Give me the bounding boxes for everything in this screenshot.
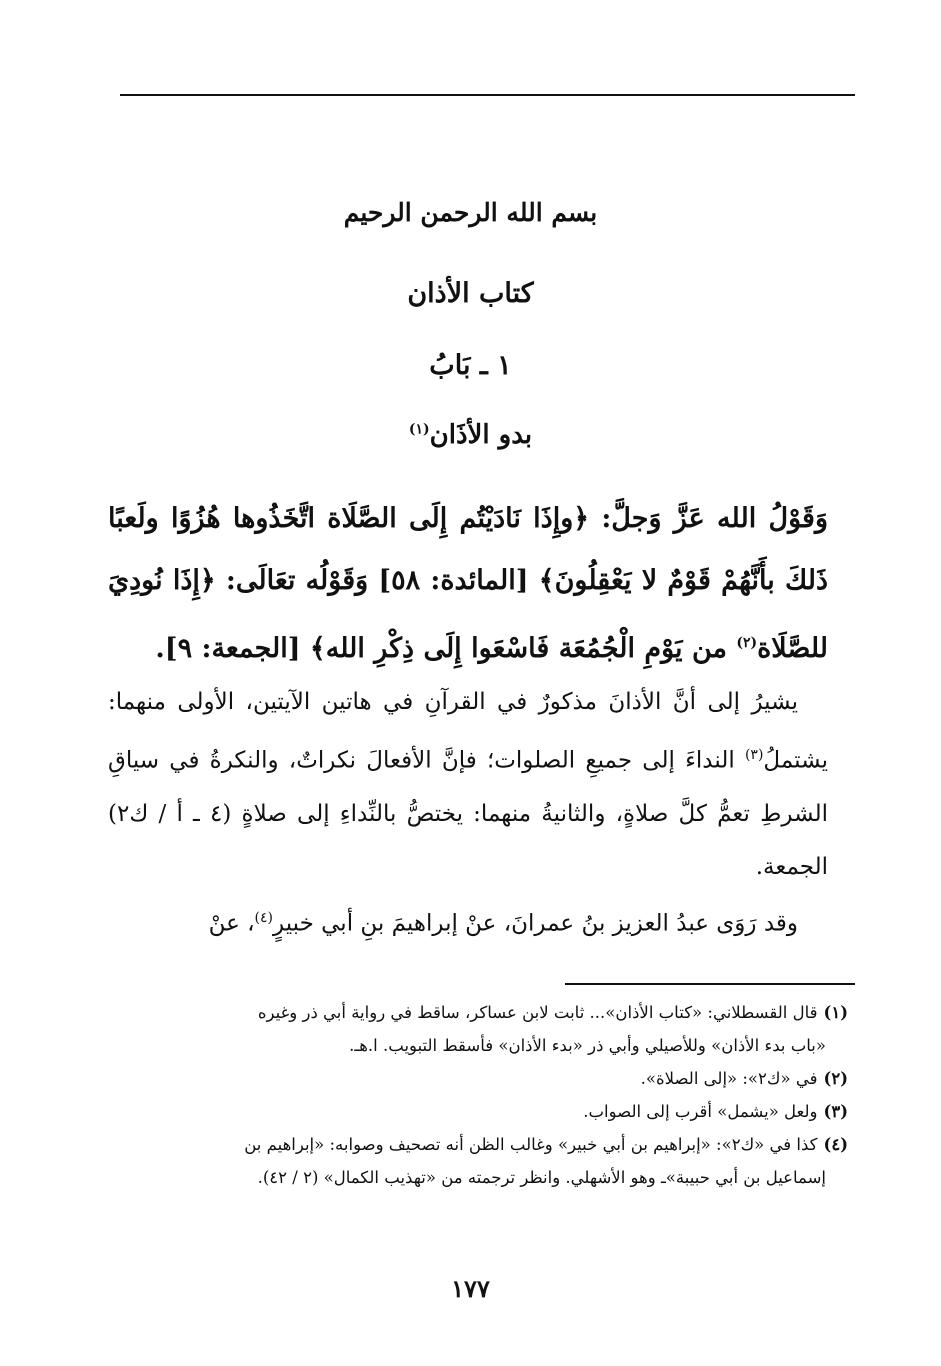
basmala: بسم الله الرحمن الرحيم: [343, 198, 598, 227]
footnote-number: (١): [823, 1003, 848, 1022]
quran-verses-paragraph: [108, 488, 828, 680]
paragraph2-footnote-ref: (٤): [254, 910, 274, 926]
chapter-heading: [0, 420, 941, 450]
ayah-text-part1: وَقَوْلُ الله عَزَّ وَجلَّ: ﴿وإِذَا نَادَيْتُم إِلَى الصَّلَاة اتَّخَذُوها هُزُوًا ولَعبًا ذَلكَ بأَنَّهُمْ قَوْمٌ لا يَعْقِلُونَ﴾ [المائدة: ٥٨] وَقَوْلُه تعَالَى: ﴿إِذَا نُودِيَ للصَّلَاة: [108, 503, 828, 664]
heading-footnote-ref: (١): [408, 421, 430, 438]
footnote-4-continuation: إسماعيل بن أبي حبيبة»ـ وهو الأشهلي. وانظر ترجمته من «تهذيب الكمال» (٢ / ٤٢).: [257, 1168, 826, 1187]
ayah-footnote-ref: (٢): [736, 635, 758, 651]
footnote-number: (٢): [823, 1069, 848, 1088]
footnote-number: (٤): [823, 1135, 848, 1154]
footnote-number: (٣): [823, 1102, 848, 1121]
page-number: ١٧٧: [451, 1274, 490, 1303]
paragraph2-part2: ، عنْ: [208, 910, 255, 937]
ayah-text-part2: من يَوْمِ الْجُمُعَة فَاسْعَوا إِلَى ذِكْرِ الله﴾ [الجمعة: ٩].: [155, 633, 737, 664]
footnotes: [108, 996, 848, 1194]
book-title: كتاب الأذان: [407, 278, 534, 309]
footnote-text: كذا في «ك٢»: «إبراهيم بن أبي خبير» وغالب الظن أنه تصحيف وصوابه: «إبراهيم بن: [244, 1135, 818, 1154]
narration-paragraph: [108, 892, 828, 951]
footnote-1: [108, 996, 848, 1029]
paragraph1-footnote-ref: (٣): [744, 747, 764, 763]
footnote-separator: [565, 983, 855, 985]
chapter-number: ١ ـ بَابُ: [429, 350, 512, 381]
paragraph2-part1: وقد رَوَى عبدُ العزيز بنُ عمرانَ، عنْ إبراهيمَ بنِ أبي خبيرٍ: [273, 910, 798, 937]
paragraph1-part1: يشيرُ إلى أنَّ الأذانَ مذكورٌ في القرآنِ في هاتين الآيتين، الأولى منهما: يشتملُ: [108, 689, 828, 774]
paragraph1-part2: النداءَ إلى جميعِ الصلوات؛ فإنَّ الأفعالَ نكراتٌ، والنكرةُ في سياقِ الشرطِ تعمُّ كلَّ صلاةٍ، والثانيةُ منهما: يختصُّ بالنِّداءِ إلى صلاةٍ (٤ ـ أ / ك٢) الجمعة.: [108, 747, 828, 880]
commentary-paragraph: [108, 676, 828, 894]
footnote-text: ولعل «يشمل» أقرب إلى الصواب.: [583, 1102, 818, 1121]
footnote-3: [108, 1095, 848, 1128]
footnote-2: [108, 1062, 848, 1095]
footnote-text: في «ك٢»: «إلى الصلاة».: [640, 1069, 818, 1088]
footnote-4: [108, 1128, 848, 1161]
heading-text: بدو الأذَان: [429, 420, 533, 450]
footnote-text: قال القسطلاني: «كتاب الأذان»... ثابت لابن عساكر، ساقط في رواية أبي ذر وغيره: [257, 1003, 818, 1022]
footnote-1-continuation: «باب بدء الأذان» وللأصيلي وأبي ذر «بدء الأذان» فأسقط التبويب. ا.هـ.: [349, 1036, 826, 1055]
top-rule: [120, 94, 855, 96]
